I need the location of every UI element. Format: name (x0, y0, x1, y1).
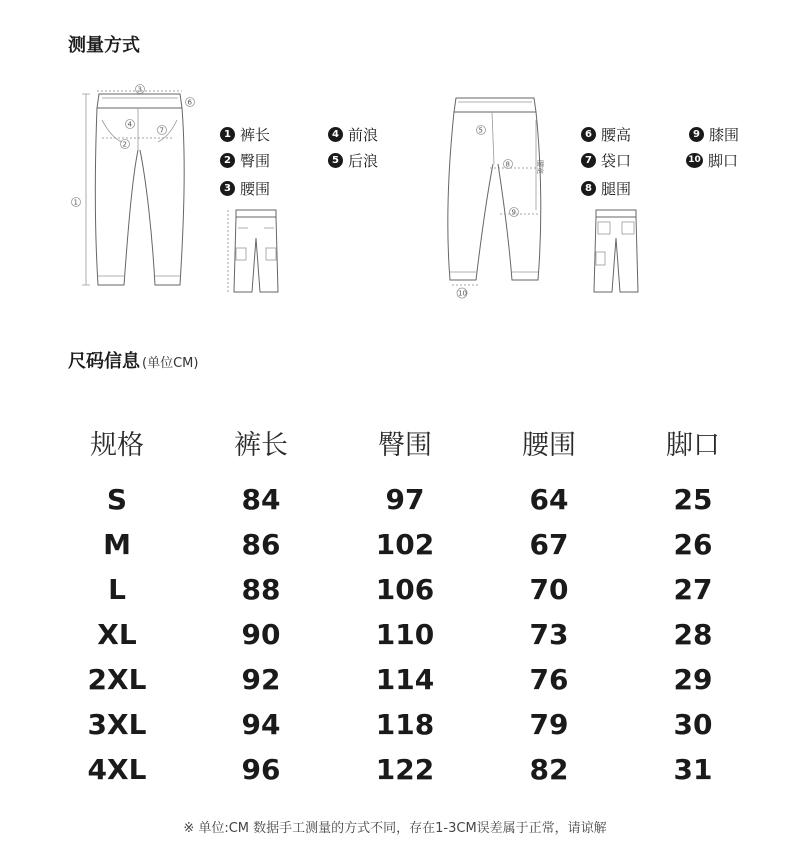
table-cell: S (106, 483, 128, 516)
number-badge: 10 (686, 153, 703, 168)
table-cell: 29 (673, 663, 713, 696)
svg-text:9: 9 (511, 208, 516, 217)
legend-item-front-rise (328, 124, 378, 145)
legend-item-waist (220, 178, 270, 199)
number-badge: 3 (220, 181, 235, 196)
legend-label: 膝围 (709, 126, 740, 144)
legend-item-hip (220, 150, 270, 171)
legend-item-waist-height (581, 124, 631, 145)
svg-text:3: 3 (137, 85, 142, 94)
table-cell: 118 (375, 708, 435, 741)
table-cell: M (103, 528, 131, 561)
number-badge: 9 (689, 127, 704, 142)
number-badge: 5 (328, 153, 343, 168)
size-unit-note: (单位CM) (142, 356, 199, 371)
table-cell: 26 (673, 528, 713, 561)
table-cell: 82 (529, 753, 569, 786)
table-cell: 96 (241, 753, 281, 786)
svg-text:腰宽: 腰宽 (536, 160, 544, 174)
back-pants-thumbnail (582, 208, 650, 296)
header-leg-opening: 脚口 (666, 430, 720, 461)
header-waist: 腰围 (522, 430, 576, 461)
svg-text:5: 5 (478, 126, 483, 135)
legend-item-length (220, 124, 270, 145)
number-badge: 2 (220, 153, 235, 168)
table-cell: 90 (241, 618, 281, 651)
table-row (45, 657, 765, 702)
table-cell: 64 (529, 483, 569, 516)
table-cell: 30 (673, 708, 713, 741)
table-cell: 25 (673, 483, 713, 516)
svg-text:10: 10 (458, 289, 467, 298)
front-pants-diagram (62, 80, 202, 295)
svg-text:6: 6 (187, 98, 192, 107)
table-cell: XL (97, 618, 137, 651)
table-cell: 97 (385, 483, 425, 516)
legend-item-back-rise (328, 150, 378, 171)
table-cell: 4XL (87, 753, 147, 786)
number-badge: 7 (581, 153, 596, 168)
svg-text:1: 1 (73, 198, 78, 207)
legend-label: 腿围 (601, 180, 632, 198)
table-cell: 76 (529, 663, 569, 696)
legend-label: 腰围 (240, 180, 271, 198)
table-cell: 70 (529, 573, 569, 606)
table-cell: 84 (241, 483, 281, 516)
svg-text:7: 7 (159, 126, 164, 135)
number-badge: 8 (581, 181, 596, 196)
table-row (45, 522, 765, 567)
legend-item-pocket (581, 150, 631, 171)
legend-item-leg-opening (686, 150, 738, 171)
table-cell: 2XL (87, 663, 147, 696)
table-cell: 102 (375, 528, 435, 561)
table-header-row (45, 415, 765, 477)
table-cell: 3XL (87, 708, 147, 741)
size-info-title (68, 347, 198, 373)
size-info-heading: 尺码信息 (68, 351, 140, 372)
table-cell: 122 (375, 753, 435, 786)
table-row (45, 702, 765, 747)
back-pants-diagram (438, 90, 558, 305)
front-pants-thumbnail (222, 208, 290, 296)
header-length: 裤长 (234, 430, 288, 461)
table-row (45, 567, 765, 612)
table-cell: L (108, 573, 126, 606)
measurement-footnote: ※ 单位:CM 数据手工测量的方式不同，存在1-3CM误差属于正常，请谅解 (183, 821, 607, 836)
svg-text:4: 4 (127, 120, 132, 129)
legend-label: 前浪 (348, 126, 379, 144)
number-badge: 1 (220, 127, 235, 142)
legend-label: 后浪 (348, 152, 379, 170)
table-cell: 27 (673, 573, 713, 606)
table-cell: 28 (673, 618, 713, 651)
table-cell: 92 (241, 663, 281, 696)
size-table (45, 415, 765, 792)
table-cell: 94 (241, 708, 281, 741)
legend-label: 臀围 (240, 152, 271, 170)
table-row (45, 477, 765, 522)
legend-label: 脚口 (708, 152, 739, 170)
table-cell: 106 (375, 573, 435, 606)
table-cell: 73 (529, 618, 569, 651)
svg-text:2: 2 (122, 140, 127, 149)
table-cell: 67 (529, 528, 569, 561)
header-hip: 臀围 (378, 430, 432, 461)
table-row (45, 747, 765, 792)
legend-label: 腰高 (601, 126, 632, 144)
header-size: 规格 (90, 430, 144, 461)
legend-item-knee (689, 124, 739, 145)
legend-label: 裤长 (240, 126, 271, 144)
table-cell: 110 (375, 618, 435, 651)
table-cell: 79 (529, 708, 569, 741)
table-cell: 114 (375, 663, 435, 696)
table-cell: 31 (673, 753, 713, 786)
number-badge: 4 (328, 127, 343, 142)
number-badge: 6 (581, 127, 596, 142)
table-cell: 88 (241, 573, 281, 606)
table-cell: 86 (241, 528, 281, 561)
legend-label: 袋口 (601, 152, 632, 170)
svg-text:8: 8 (505, 160, 510, 169)
table-row (45, 612, 765, 657)
legend-item-thigh (581, 178, 631, 199)
measure-method-title: 测量方式 (68, 35, 140, 56)
